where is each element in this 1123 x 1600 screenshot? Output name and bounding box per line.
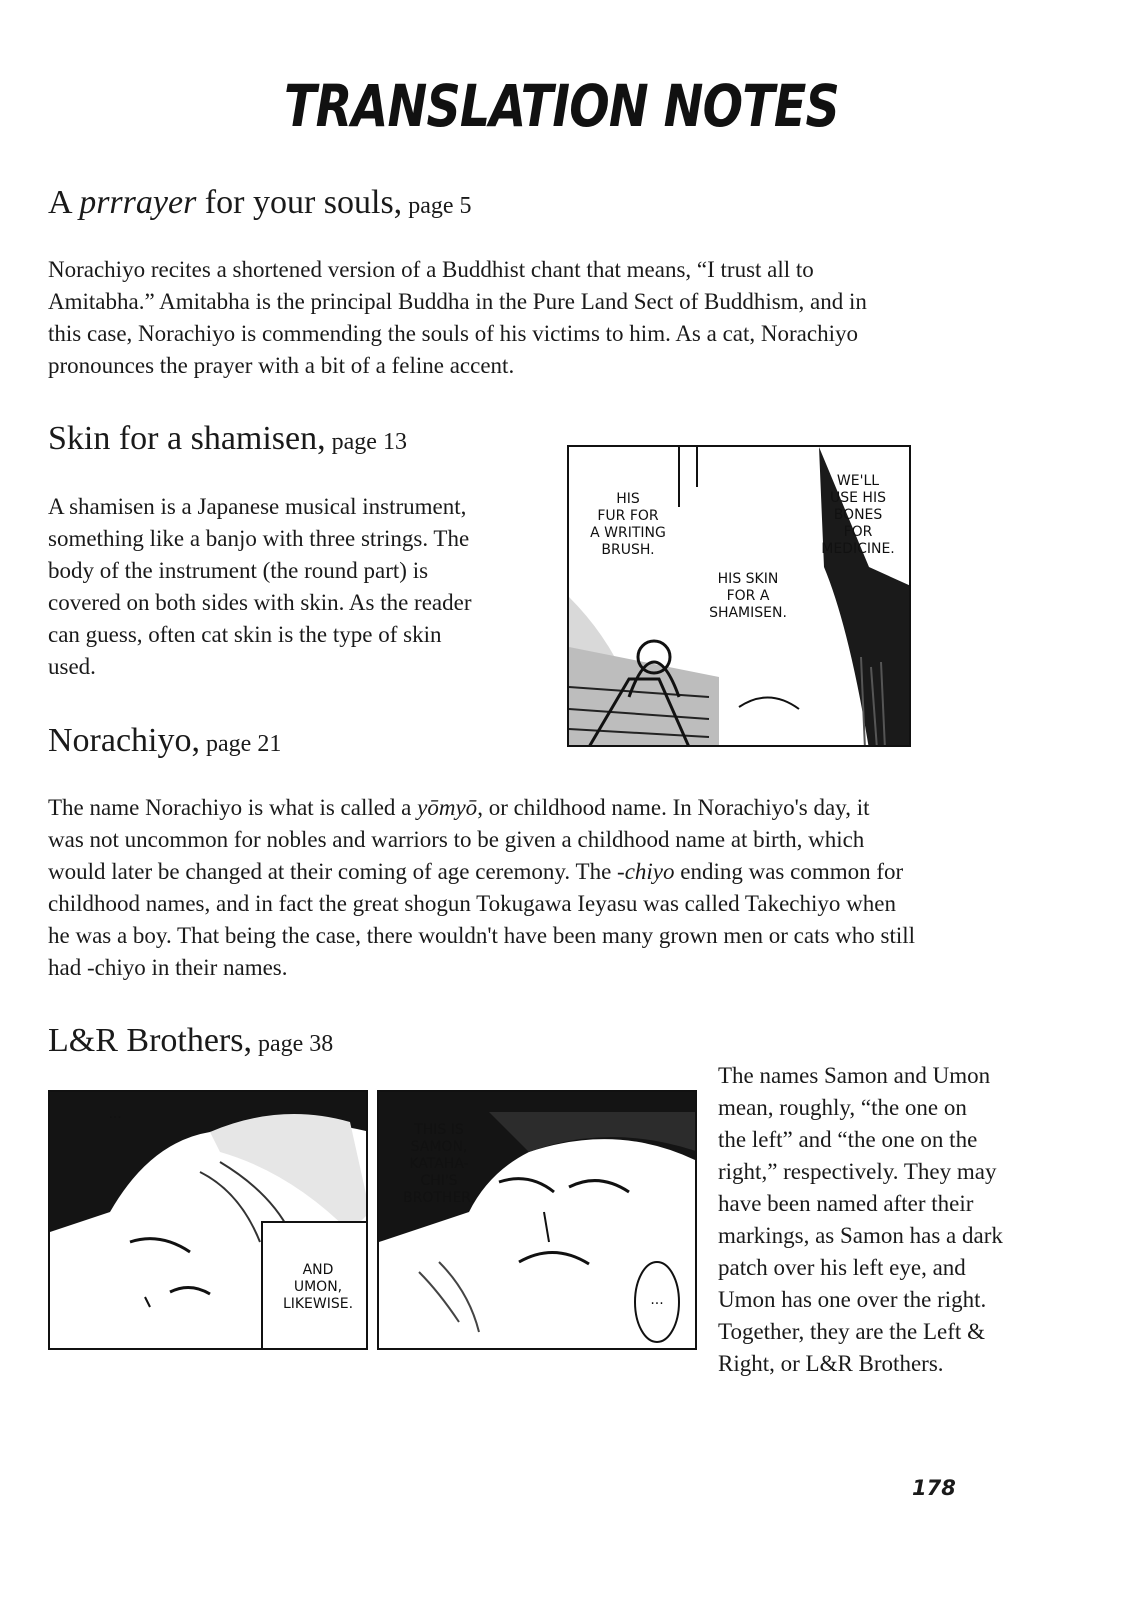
body-line: markings, as Samon has a dark: [718, 1223, 1003, 1248]
balloon-text: SHAMISEN.: [709, 605, 787, 621]
section-heading-prayer: [48, 184, 472, 222]
speech-balloon-skin: [693, 571, 803, 622]
body-line: patch over his left eye, and: [718, 1255, 966, 1280]
balloon-text: BROTHER.: [403, 1190, 475, 1206]
balloon-text: ...: [650, 1292, 664, 1308]
balloon-text: ...: [108, 1106, 122, 1122]
body-line: Norachiyo recites a shortened version of a Buddhist chant that means, “I trust all to: [48, 257, 814, 282]
body-text: , or childhood name. In Norachiyo's day, it: [477, 795, 870, 820]
heading-emphasis: prrrayer: [79, 184, 197, 221]
page-reference: page 5: [402, 193, 472, 219]
body-line: pronounces the prayer with a bit of a feline accent.: [48, 353, 515, 378]
section-heading-lr-brothers: [48, 1022, 333, 1060]
section-heading-norachiyo: [48, 722, 281, 760]
body-line: [48, 792, 915, 824]
body-line: Amitabha.” Amitabha is the principal Buddha in the Pure Land Sect of Buddhism, and in: [48, 289, 867, 314]
section-body-lr-brothers: [718, 1060, 1003, 1380]
body-line: this case, Norachiyo is commending the souls of his victims to him. As a cat, Norachiyo: [48, 321, 858, 346]
balloon-text: THIS IS: [414, 1122, 464, 1138]
manga-panel-shamisen: [567, 445, 911, 747]
section-body-prayer: [48, 254, 867, 382]
balloon-text: SAMON,: [410, 1139, 468, 1155]
body-emphasis: yōmyō: [417, 795, 478, 820]
body-line: Together, they are the Left &: [718, 1319, 985, 1344]
section-heading-shamisen: [48, 420, 407, 458]
heading-text: Skin for a shamisen,: [48, 420, 326, 457]
balloon-text: MEDICINE.: [821, 541, 895, 557]
balloon-text: UMON,: [293, 1279, 343, 1295]
body-line: have been named after their: [718, 1191, 974, 1216]
body-line: The names Samon and Umon: [718, 1063, 991, 1088]
heading-text: Norachiyo,: [48, 722, 201, 759]
body-line: mean, roughly, “the one on: [718, 1095, 967, 1120]
body-line: [48, 856, 915, 888]
body-text: would later be changed at their coming of age ceremony. The: [48, 859, 618, 884]
manga-panel-samon: [377, 1090, 697, 1350]
body-line: used.: [48, 654, 96, 679]
body-text: The name Norachiyo is what is called a: [48, 795, 418, 820]
balloon-text: HIS: [616, 491, 640, 507]
page-number: 178: [912, 1476, 956, 1500]
balloon-text: BONES: [833, 507, 883, 523]
body-line: was not uncommon for nobles and warriors to be given a childhood name at birth, which: [48, 827, 865, 852]
page-reference: page 21: [200, 731, 282, 757]
section-body-norachiyo: [48, 792, 915, 984]
balloon-text: AND: [302, 1262, 334, 1278]
manga-panel-umon: [48, 1090, 368, 1350]
body-line: can guess, often cat skin is the type of skin: [48, 622, 442, 647]
speech-balloon-bones: [805, 473, 911, 558]
page-title: TRANSLATION NOTES: [284, 72, 839, 140]
balloon-text: WE'LL: [836, 473, 880, 489]
speech-balloon-ellipsis: [635, 1292, 679, 1309]
body-line: A shamisen is a Japanese musical instrument,: [48, 494, 467, 519]
speech-balloon-umon: [268, 1262, 368, 1313]
balloon-text: FOR A: [726, 588, 770, 604]
body-emphasis: -chiyo: [617, 859, 675, 884]
body-line: Umon has one over the right.: [718, 1287, 987, 1312]
body-line: he was a boy. That being the case, there wouldn't have been many grown men or cats who still: [48, 923, 916, 948]
page-reference: page 38: [251, 1031, 334, 1057]
heading-text: for your souls,: [196, 184, 403, 221]
body-line: right,” respectively. They may: [718, 1159, 997, 1184]
balloon-text: A WRITING: [590, 525, 666, 541]
balloon-text: KATAHA-: [409, 1156, 469, 1172]
balloon-text: HIS SKIN: [717, 571, 779, 587]
body-line: covered on both sides with skin. As the reader: [48, 590, 472, 615]
speech-balloon-samon: [389, 1122, 489, 1207]
balloon-text: BRUSH.: [601, 542, 655, 558]
body-line: something like a banjo with three strings. The: [48, 526, 470, 551]
body-line: childhood names, and in fact the great shogun Tokugawa Ieyasu was called Takechiyo when: [48, 891, 896, 916]
balloon-text: FOR: [843, 524, 873, 540]
body-line: had -chiyo in their names.: [48, 955, 288, 980]
section-body-shamisen: [48, 491, 472, 683]
page-reference: page 13: [325, 429, 407, 455]
speech-balloon-ellipsis: [90, 1106, 140, 1123]
body-line: the left” and “the one on the: [718, 1127, 978, 1152]
balloon-text: FUR FOR: [597, 508, 659, 524]
body-line: Right, or L&R Brothers.: [718, 1351, 944, 1376]
speech-balloon-fur: [573, 491, 683, 559]
balloon-text: USE HIS: [830, 490, 886, 506]
balloon-text: CHI'S: [420, 1173, 458, 1189]
balloon-text: LIKEWISE.: [282, 1296, 354, 1312]
heading-text: L&R Brothers,: [48, 1022, 252, 1059]
body-line: body of the instrument (the round part) is: [48, 558, 429, 583]
heading-text: A: [48, 184, 80, 221]
body-text: ending was common for: [674, 859, 904, 884]
